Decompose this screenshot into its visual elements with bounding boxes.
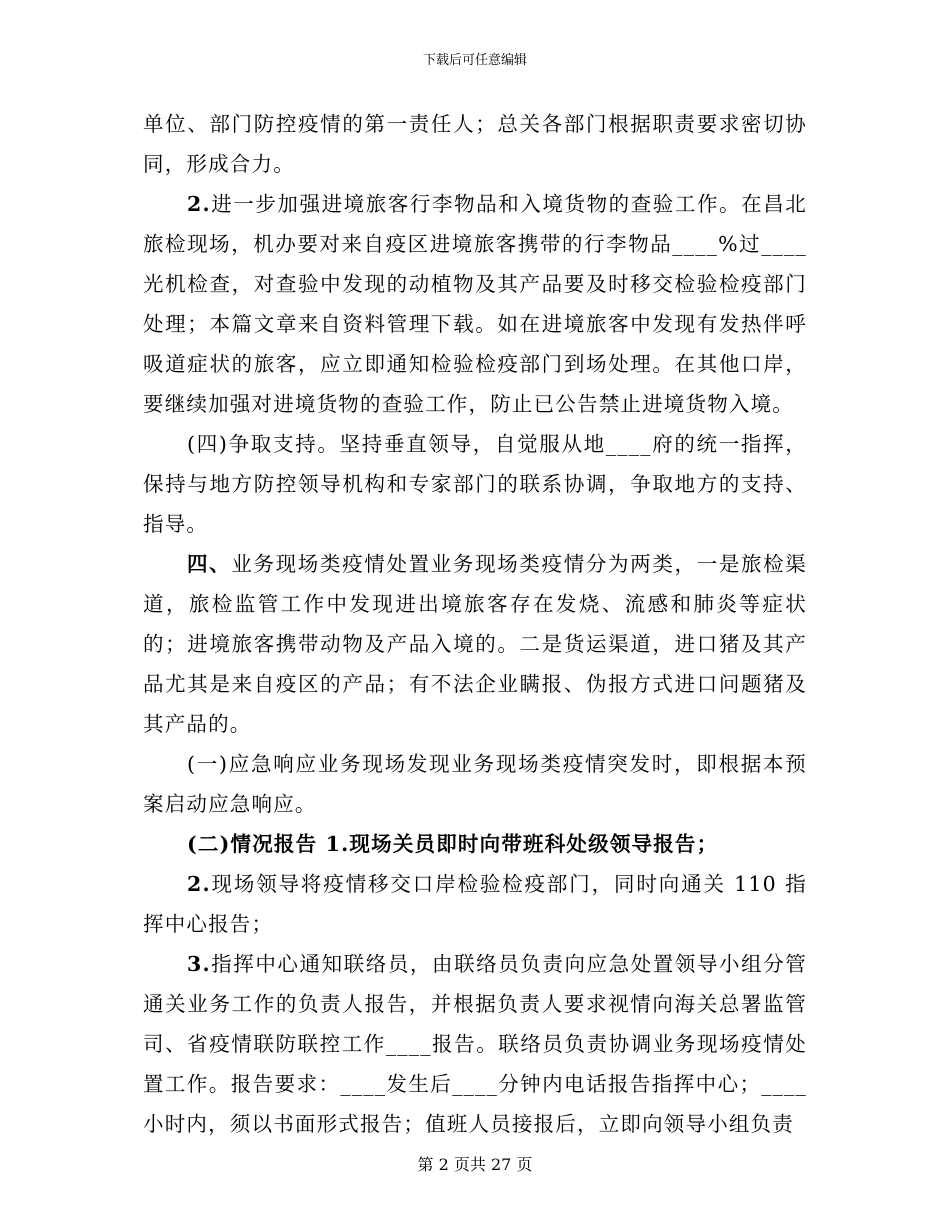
- paragraph-text: 单位、部门防控疫情的第一责任人；总关各部门根据职责要求密切协同，形成合力。: [143, 112, 807, 176]
- paragraph-text: (二)情况报告 1.现场关员即时向带班科处级领导报告；: [187, 832, 719, 856]
- paragraph-lead: 四、: [187, 552, 232, 576]
- paragraph: [143, 184, 807, 424]
- paragraph-text: 指挥中心通知联络员，由联络员负责向应急处置领导小组分管通关业务工作的负责人报告，并根据负责人要求视情向海关总署监管司、省疫情联防联控工作____报告。联络员负责协调业务现场疫情处置工作。报告要求：____发生后____分钟内电话报告指挥中心；____小时内，须以书面形式报告；值班人员接报后，立即向领导小组负责: [143, 952, 807, 1136]
- page-number-footer: 第 2 页共 27 页: [417, 1155, 533, 1174]
- paragraph-text: (四)争取支持。坚持垂直领导，自觉服从地____府的统一指挥，保持与地方防控领导机构和专家部门的联系协调，争取地方的支持、指导。: [143, 432, 807, 536]
- paragraph: [143, 104, 807, 184]
- page-header: 下载后可任意编辑: [422, 53, 527, 68]
- paragraph-text: 现场领导将疫情移交口岸检验检疫部门，同时向通关 110 指挥中心报告；: [143, 872, 807, 936]
- bold-paragraph: [143, 824, 807, 864]
- paragraph-lead: 2.: [187, 192, 211, 216]
- paragraph: [143, 424, 807, 544]
- paragraph-lead: 3.: [187, 952, 211, 976]
- document-body: [143, 104, 807, 1144]
- paragraph: [143, 864, 807, 944]
- paragraph: [143, 744, 807, 824]
- paragraph-text: 业务现场类疫情处置业务现场类疫情分为两类，一是旅检渠道，旅检监管工作中发现进出境旅客存在发烧、流感和肺炎等症状的；进境旅客携带动物及产品入境的。二是货运渠道，进口猪及其产品尤其是来自疫区的产品；有不法企业瞒报、伪报方式进口问题猪及其产品的。: [143, 552, 807, 736]
- paragraph: [143, 944, 807, 1144]
- paragraph-text: 进一步加强进境旅客行李物品和入境货物的查验工作。在昌北旅检现场，机办要对来自疫区进境旅客携带的行李物品____%过____光机检查，对查验中发现的动植物及其产品要及时移交检验检疫部门处理；本篇文章来自资料管理下载。如在进境旅客中发现有发热伴呼吸道症状的旅客，应立即通知检验检疫部门到场处理。在其他口岸，要继续加强对进境货物的查验工作，防止已公告禁止进境货物入境。: [143, 192, 807, 416]
- paragraph-text: (一)应急响应业务现场发现业务现场类疫情突发时，即根据本预案启动应急响应。: [143, 752, 807, 816]
- paragraph-lead: 2.: [187, 872, 211, 896]
- section-heading-paragraph: [143, 544, 807, 744]
